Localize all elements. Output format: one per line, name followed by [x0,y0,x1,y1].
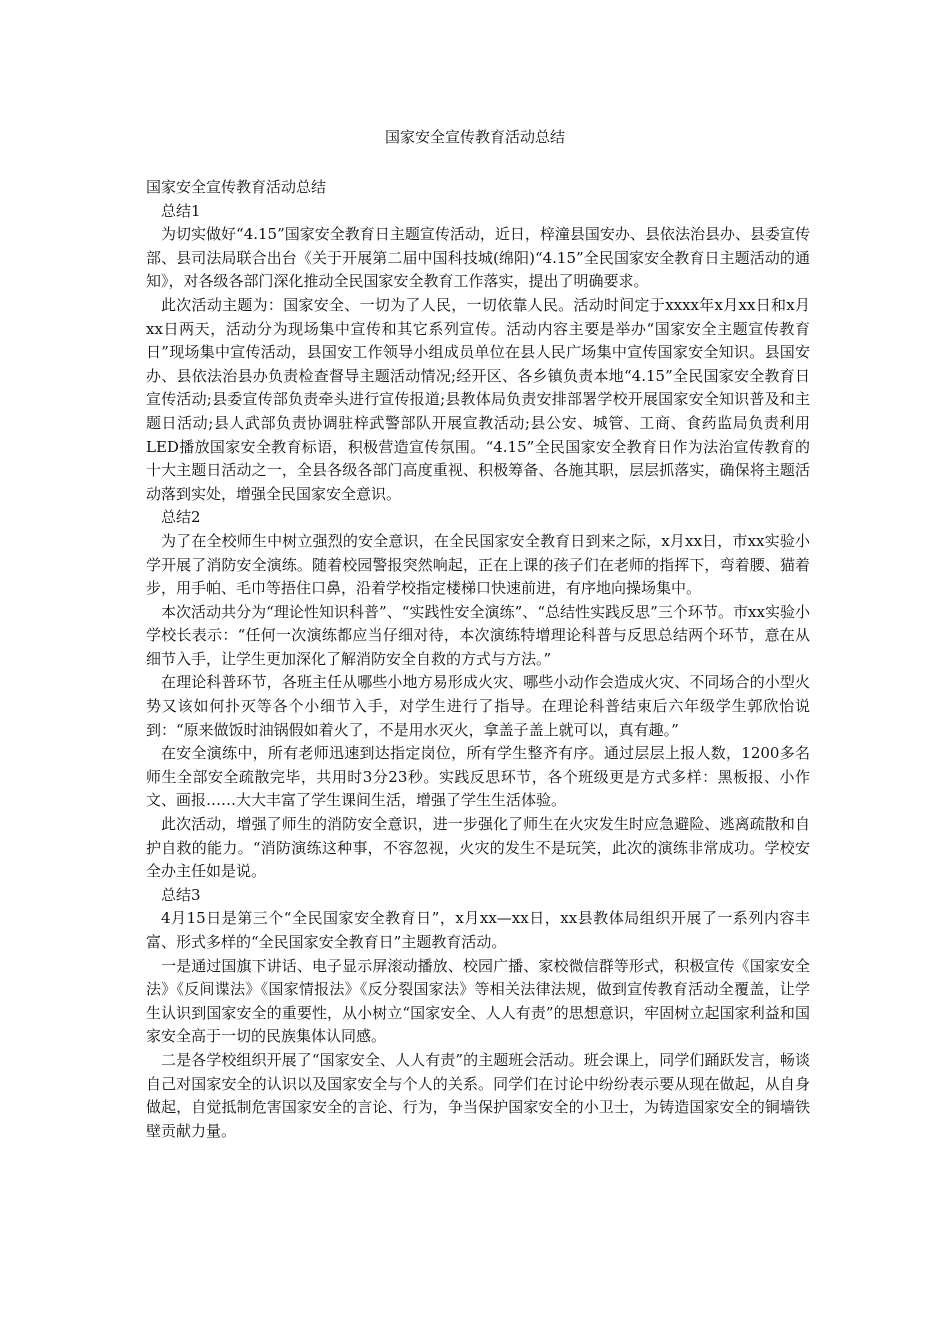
paragraph: 为切实做好“4.15”国家安全教育日主题宣传活动，近日，梓潼县国安办、县依法治县办、县委宣传部、县司法局联合出台《关于开展第二届中国科技城(绵阳)“4.15”全民国家安全教育日主题活动的通知》，对各级各部门深化推动全民国家安全教育工作落实，提出了明确要求。 [146,225,810,291]
document-subtitle: 国家安全宣传教育活动总结 [146,178,327,196]
paragraph: 在理论科普环节，各班主任从哪些小地方易形成火灾、哪些小动作会造成火灾、不同场合的小型火势又该如何扑灭等各个小细节入手，对学生进行了指导。在理论科普结束后六年级学生郭欣怡说到：“原来做饭时油锅假如着火了，不是用水灭火，拿盖子盖上就可以，真有趣。” [146,673,810,739]
paragraph: 此次活动主题为：国家安全、一切为了人民，一切依靠人民。活动时间定于xxxx年x月xx日和x月xx日两天，活动分为现场集中宣传和其它系列宣传。活动内容主要是举办“国家安全主题宣传教育日”现场集中宣传活动，县国安工作领导小组成员单位在县人民广场集中宣传国家安全知识。县国安办、县依法治县办负责检查督导主题活动情况;经开区、各乡镇负责本地“4.15”全民国家安全教育日宣传活动;县委宣传部负责牵头进行宣传报道;县教体局负责安排部署学校开展国家安全知识普及和主题日活动;县人武部负责协调驻梓武警部队开展宣教活动;县公安、城管、工商、食药监局负责利用LED播放国家安全教育标语，积极营造宣传氛围。“4.15”全民国家安全教育日作为法治宣传教育的十大主题日活动之一，全县各级各部门高度重视、积极筹备、各施其职，层层抓落实，确保将主题活动落到实处，增强全民国家安全意识。 [146,295,810,503]
document-title: 国家安全宣传教育活动总结 [384,128,565,146]
paragraph: 4月15日是第三个“全民国家安全教育日”，x月xx—xx日，xx县教体局组织开展了一系列内容丰富、形式多样的“全民国家安全教育日”主题教育活动。 [146,909,810,951]
paragraph: 本次活动共分为“理论性知识科普”、“实践性安全演练”、“总结性实践反思”三个环节。市xx实验小学校长表示：“任何一次演练都应当仔细对待，本次演练特增理论科普与反思总结两个环节，意在从细节入手，让学生更加深化了解消防安全自救的方式与方法。” [146,602,810,668]
paragraph: 此次活动，增强了师生的消防安全意识，进一步强化了师生在火灾发生时应急避险、逃离疏散和自护自救的能力。“消防演练这种事，不容忽视，火灾的发生不是玩笑，此次的演练非常成功。学校安全办主任如是说。 [146,815,810,881]
paragraph: 为了在全校师生中树立强烈的安全意识，在全民国家安全教育日到来之际，x月xx日，市xx实验小学开展了消防安全演练。随着校园警报突然响起，正在上课的孩子们在老师的指挥下，弯着腰、猫着步，用手帕、毛巾等捂住口鼻，沿着学校指定楼梯口快速前进，有序地向操场集中。 [146,531,810,598]
paragraph: 在安全演练中，所有老师迅速到达指定岗位，所有学生整齐有序。通过层层上报人数，1200多名师生全部安全疏散完毕，共用时3分23秒。实践反思环节，各个班级更是方式多样：黑板报、小作文、画报……大大丰富了学生课间生活，增强了学生生活体验。 [146,744,810,810]
paragraph: 一是通过国旗下讲话、电子显示屏滚动播放、校园广播、家校微信群等形式，积极宣传《国家安全法》《反间谍法》《国家情报法》《反分裂国家法》等相关法律法规，做到宣传教育活动全覆盖，让学生认识到国家安全的重要性，从小树立“国家安全、人人有责”的思想意识，牢固树立起国家利益和国家安全高于一切的民族集体认同感。 [146,956,810,1046]
section-heading: 总结3 [161,885,201,904]
document-body [146,176,810,1143]
section-heading: 总结1 [161,201,201,220]
section-heading: 总结2 [161,508,201,527]
paragraph: 二是各学校组织开展了“国家安全、人人有责”的主题班会活动。班会课上，同学们踊跃发言，畅谈自己对国家安全的认识以及国家安全与个人的关系。同学们在讨论中纷纷表示要从现在做起，从自身做起，自觉抵制危害国家安全的言论、行为，争当保护国家安全的小卫士，为铸造国家安全的铜墙铁壁贡献力量。 [146,1050,810,1140]
